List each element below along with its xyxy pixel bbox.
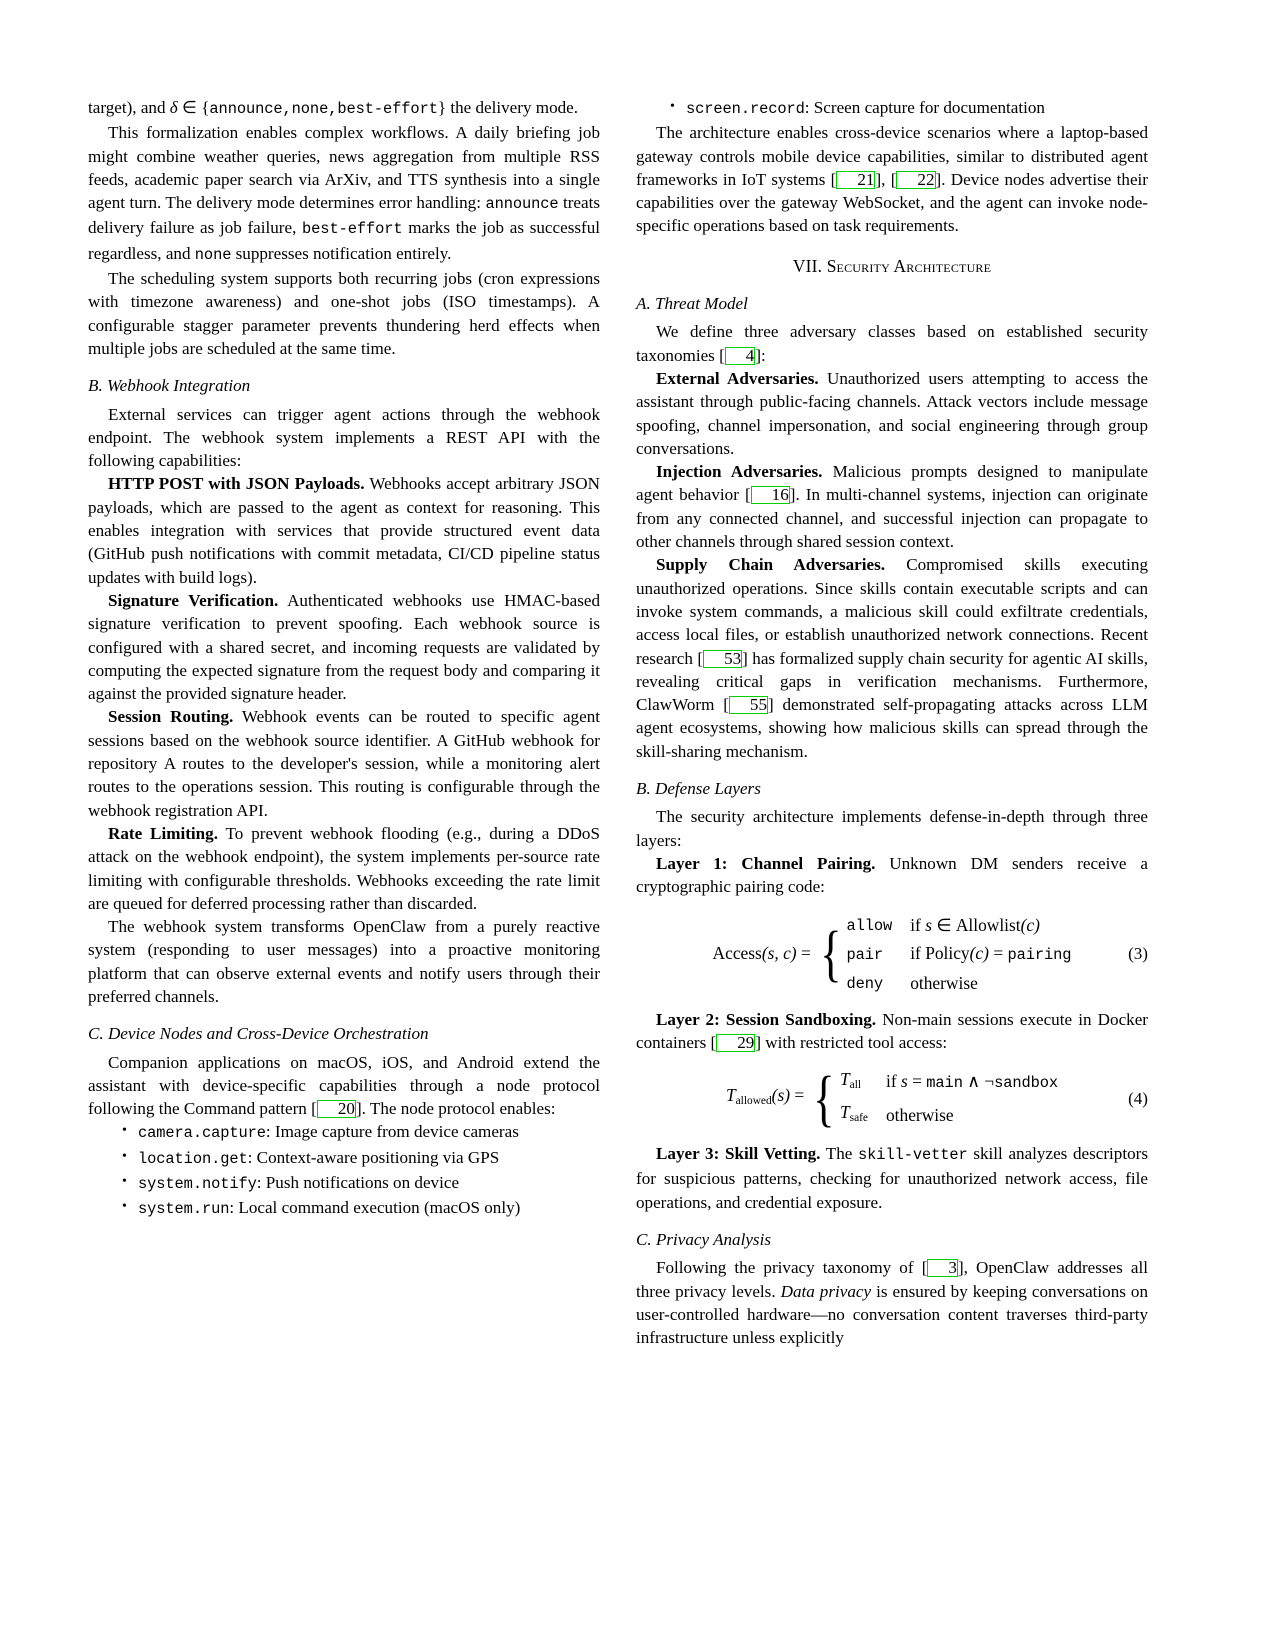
paragraph-architecture-cross-device: The architecture enables cross-device scenarios where a laptop-based gateway controls mobile device capabilities, similar to distributed agent frameworks in IoT systems [ 21], [ 22]. Device nodes advertise their capabilities over the gateway WebSocket, and the agent can invoke node-specific operations based on task requirements. xyxy=(636,123,1148,236)
paragraph-http-post xyxy=(88,472,600,588)
paragraph-session-routing xyxy=(88,705,600,821)
text-segment: We define three adversary classes based on established security taxonomies xyxy=(636,322,1148,365)
text-segment: : xyxy=(761,345,766,365)
code-none: none, xyxy=(291,100,338,118)
code-location-get: location.get xyxy=(138,1149,248,1168)
citation-link-4[interactable]: 4 xyxy=(725,347,756,365)
equation-content xyxy=(713,911,1072,998)
runin-heading: Rate Limiting. xyxy=(108,823,218,843)
text-segment: is ensured by keeping conversations on user-controlled hardware—no conversation content traverses third-party infrastructure unless explicitly xyxy=(636,1281,1149,1348)
list-item-description: : Push notifications on device xyxy=(256,1173,460,1193)
paragraph-supply-chain-adversaries: Supply Chain Adversaries. Compromised skills executing unauthorized operations. Since skills contain executable scripts and can invoke system commands, a malicious skill could exfiltrate credentials, access local files, or establish unauthorized network connections. Recent research [ 53] has formalized supply chain security for agentic AI skills, revealing critical gaps in verification mechanisms. Furthermore, ClawWorm [ 55] demonstrated self-propagating attacks across LLM agent ecosystems, showing how malicious skills can spread through the skill-sharing mechanism. xyxy=(636,555,1149,761)
paragraph-body: Unauthorized users attempting to access the assistant through public-facing channels. Attack vectors include message spoofing, channel impersonation, and social engineering through group conversations. xyxy=(636,368,1148,458)
list-item xyxy=(122,1120,600,1145)
variable-s: s xyxy=(900,1071,908,1092)
subscript-allowed: allowed xyxy=(735,1095,772,1108)
code-allow: allow xyxy=(846,916,893,935)
citation-link-55[interactable]: 55 xyxy=(729,696,768,714)
negation-symbol: ¬ xyxy=(984,1071,995,1092)
case-condition xyxy=(910,940,1071,969)
case-condition xyxy=(910,969,1071,998)
left-curly-brace: { xyxy=(819,919,842,988)
argument-c: (c) xyxy=(1020,914,1040,935)
text-segment: with restricted tool access: xyxy=(761,1032,948,1052)
paragraph-external-services: External services can trigger agent actions through the webhook endpoint. The webhook system implements a REST API with the following capabilities: xyxy=(88,404,600,471)
equals-sign: = xyxy=(993,942,1004,963)
case-row xyxy=(847,911,1072,940)
list-item xyxy=(670,96,1148,121)
code-camera-capture: camera.capture xyxy=(138,1124,266,1143)
equation-lhs xyxy=(726,1084,809,1113)
text-segment: . The node protocol enables: xyxy=(361,1099,556,1119)
runin-heading: Layer 2: Session Sandboxing. xyxy=(656,1009,877,1029)
symbol-T: T xyxy=(839,1102,850,1123)
text-segment: Non-main sessions execute in Docker containers xyxy=(636,1009,1148,1052)
runin-heading: HTTP POST with JSON Payloads. xyxy=(108,474,365,494)
paragraph-injection-adversaries: Injection Adversaries. Malicious prompts designed to manipulate agent behavior [ 16]. In multi-channel systems, injection can originate from any connected channel, and successful injection can propagate to other channels through shared session context. xyxy=(636,462,1148,552)
if-keyword: if xyxy=(910,914,926,935)
bracket-open: [ xyxy=(311,1099,317,1119)
function-policy: Policy xyxy=(925,942,970,963)
code-announce: announce, xyxy=(209,100,292,118)
equation-content xyxy=(726,1066,1058,1132)
case-condition xyxy=(910,911,1071,940)
paragraph-delivery-mode xyxy=(88,96,600,121)
cases-block xyxy=(840,1066,1058,1132)
case-value xyxy=(840,1099,886,1132)
italic-term-data-privacy: Data privacy xyxy=(780,1281,872,1301)
citation-link-20[interactable]: 20 xyxy=(317,1100,356,1118)
case-value xyxy=(847,940,911,969)
subsection-heading-defense-layers: B. Defense Layers xyxy=(636,779,761,799)
paragraph-body: Webhooks accept arbitrary JSON payloads, which are passed to the agent as context for reasoning. This enables integration with services that provide structured event data (GitHub push notifications with commit metadata, CI/CD pipeline status updates with build logs). xyxy=(88,474,600,587)
paragraph-body: Webhook events can be routed to specific agent sessions based on the webhook source identifier. A GitHub webhook for repository A routes to the developer's session, while a monitoring alert routes to the operations session. This routing is configurable through the webhook registration API. xyxy=(88,707,600,820)
brace-close: } xyxy=(437,98,447,117)
paragraph-scheduling: The scheduling system supports both recurring jobs (cron expressions with timezone awareness) and one-shot jobs (ISO timestamps). A configurable stagger parameter prevents thundering herd effects when multiple jobs are scheduled at the same time. xyxy=(88,269,600,358)
paragraph-privacy-taxonomy: Following the privacy taxonomy of [ 3], OpenClaw addresses all three privacy levels. Data privacy is ensured by keeping conversations on user-controlled hardware—no conversation content traverses third-party infrastructure unless explicitly xyxy=(636,1258,1149,1348)
code-system-run: system.run xyxy=(138,1200,230,1219)
case-condition xyxy=(886,1066,1058,1099)
paragraph-webhook-transforms: The webhook system transforms OpenClaw from a purely reactive system (responding to user messages) into a proactive monitoring platform that can observe external events and notify users through their preferred channels. xyxy=(88,917,600,1006)
code-pairing: pairing xyxy=(1007,945,1072,964)
subscript-all: all xyxy=(849,1079,862,1092)
symbol-T: T xyxy=(725,1085,736,1106)
code-skill-vetter: skill-vetter xyxy=(858,1146,968,1165)
text-segment: . In multi-channel systems, injection can originate from any connected channel, and successful injection can propagate to other channels through shared session context. xyxy=(636,485,1148,552)
runin-heading: Injection Adversaries. xyxy=(656,462,823,482)
variable-s: s xyxy=(925,914,932,935)
paragraph-body: To prevent webhook flooding (e.g., during a DDoS attack on the webhook endpoint), the system implements per-source rate limiting with configurable thresholds. Webhooks exceeding the rate limit are queued for deferred processing rather than discarded. xyxy=(88,823,600,913)
section-heading-security-architecture xyxy=(636,255,1148,278)
paragraph-companion-apps xyxy=(88,1051,600,1121)
text-segment: Compromised skills executing unauthorized operations. Since skills contain executable scripts and can invoke system commands, a malicious skill could exfiltrate credentials, access local files, or establish unauthorized network connections. Recent research xyxy=(636,555,1148,668)
text-segment: demonstrated self-propagating attacks across LLM agent ecosystems, showing how malicious skills can spread through the skill-sharing mechanism. xyxy=(636,695,1149,761)
paragraph-body: Authenticated webhooks use HMAC-based signature verification to prevent spoofing. Each webhook source is configured with a shared secret, and incoming requests are validated by computing the expected signature from the request body and comparing it against the provided signature header. xyxy=(88,590,600,704)
equals-sign: = xyxy=(912,1071,922,1092)
function-name-access: Access xyxy=(712,943,762,964)
runin-heading: Session Routing. xyxy=(108,707,234,727)
list-item xyxy=(122,1196,600,1221)
equation-3-access-function xyxy=(636,911,1148,998)
code-screen-record: screen.record xyxy=(686,100,805,118)
otherwise-keyword: otherwise xyxy=(910,972,978,993)
subsection-heading-threat-model: A. Threat Model xyxy=(636,294,748,314)
element-of-symbol: ∈ xyxy=(182,98,197,117)
symbol-T: T xyxy=(839,1069,850,1090)
otherwise-keyword: otherwise xyxy=(885,1105,954,1126)
code-system-notify: system.notify xyxy=(138,1175,257,1194)
paragraph-external-adversaries xyxy=(636,367,1148,460)
citation-link-29[interactable]: 29 xyxy=(716,1034,755,1052)
paragraph-defense-intro: The security architecture implements defense-in-depth through three layers: xyxy=(636,807,1148,850)
brace-open: { xyxy=(201,98,210,117)
code-deny: deny xyxy=(846,974,884,993)
equals-sign: = xyxy=(794,1085,805,1106)
text-segment: Malicious prompts designed to manipulate agent behavior xyxy=(636,462,1148,505)
text-segment: Companion applications on macOS, iOS, and Android extend the assistant with device-specific capabilities through a node protocol following the Command pattern xyxy=(88,1052,600,1119)
text-separator: , xyxy=(881,169,891,189)
runin-heading: Signature Verification. xyxy=(108,590,279,610)
list-item-description: : Screen capture for documentation xyxy=(804,98,1045,117)
case-value xyxy=(847,911,911,940)
text-segment: The architecture enables cross-device scenarios where a laptop-based gateway controls mobile device capabilities, similar to distributed agent frameworks in IoT systems xyxy=(636,123,1148,189)
function-arguments: (s, c) xyxy=(761,943,797,964)
text-segment: marks the job as successful regardless, and xyxy=(88,218,600,263)
case-condition xyxy=(886,1099,1058,1132)
equation-lhs xyxy=(713,942,816,965)
list-item xyxy=(122,1171,600,1196)
equation-4-allowed-tools xyxy=(636,1066,1148,1132)
paragraph-signature-verification xyxy=(88,589,600,705)
list-item xyxy=(122,1146,600,1171)
list-item-description: : Local command execution (macOS only) xyxy=(229,1198,521,1218)
text-prefix: target), and xyxy=(88,98,170,117)
text-segment: This formalization enables complex workflows. A daily briefing job might combine weather queries, news aggregation from multiple RSS feeds, academic paper search via ArXiv, and TTS synthesis into a single agent turn. The delivery mode determines error handling: xyxy=(88,123,600,213)
section-number: VII. xyxy=(792,255,823,276)
citation-link-53[interactable]: 53 xyxy=(703,650,742,668)
equation-number-3: (3) xyxy=(1128,944,1148,964)
citation-link-21[interactable]: 21 xyxy=(836,171,875,189)
two-column-body xyxy=(88,96,1188,1556)
paragraph-layer-2: Layer 2: Session Sandboxing. Non-main sessions execute in Docker containers [ 29] with restricted tool access: xyxy=(636,1009,1148,1052)
if-keyword: if xyxy=(885,1071,901,1092)
logical-and-symbol: ∧ xyxy=(967,1071,980,1092)
element-of-symbol: ∈ xyxy=(936,914,952,935)
paragraph-rate-limiting xyxy=(88,822,600,915)
text-suffix: the delivery mode. xyxy=(446,98,579,117)
runin-heading: External Adversaries. xyxy=(656,368,819,388)
argument-c: (c) xyxy=(969,942,989,963)
equals-sign: = xyxy=(800,943,811,964)
delta-symbol: δ xyxy=(169,98,178,117)
runin-heading: Layer 3: Skill Vetting. xyxy=(656,1144,821,1164)
paragraph-layer-3 xyxy=(636,1142,1148,1214)
list-item-description: : Context-aware positioning via GPS xyxy=(247,1147,500,1167)
paragraph-adversary-classes: We define three adversary classes based on established security taxonomies [ 4]: xyxy=(636,322,1148,365)
citation-link-22[interactable]: 22 xyxy=(896,171,935,189)
text-segment: Following the privacy taxonomy of xyxy=(656,1258,922,1278)
case-value xyxy=(840,1066,886,1099)
subsection-heading-privacy-analysis: C. Privacy Analysis xyxy=(636,1229,771,1249)
code-best-effort: best-effort xyxy=(337,100,438,118)
citation-link-16[interactable]: 16 xyxy=(751,486,790,504)
section-title: Security Architecture xyxy=(826,255,992,276)
equation-number-4: (4) xyxy=(1128,1089,1148,1109)
right-column xyxy=(636,96,1148,1556)
text-segment: The xyxy=(820,1144,859,1164)
if-keyword: if xyxy=(910,942,926,963)
paragraph-formalization xyxy=(88,121,600,267)
subscript-safe: safe xyxy=(849,1112,868,1125)
text-segment: treats delivery failure as job failure, xyxy=(88,193,600,238)
text-segment: suppresses notification entirely. xyxy=(231,243,452,263)
code-none: none xyxy=(194,245,232,264)
runin-heading: Layer 1: Channel Pairing. xyxy=(656,853,876,873)
case-row xyxy=(840,1066,1058,1099)
code-best-effort: best-effort xyxy=(302,220,403,239)
function-allowlist: Allowlist xyxy=(955,914,1021,935)
list-item-description: : Image capture from device cameras xyxy=(265,1122,519,1142)
subsection-heading-device-nodes: C. Device Nodes and Cross-Device Orchestration xyxy=(88,1024,429,1044)
left-column xyxy=(88,96,600,1556)
paragraph-layer-1 xyxy=(636,852,1148,899)
code-pair: pair xyxy=(846,945,884,964)
code-main: main xyxy=(926,1074,963,1093)
code-sandbox: sandbox xyxy=(994,1074,1059,1093)
case-row xyxy=(840,1099,1058,1132)
text-segment: , OpenClaw addresses all three privacy levels. xyxy=(636,1258,1148,1301)
device-node-capability-list-continued xyxy=(636,96,1148,121)
cases-block xyxy=(847,911,1072,998)
subsection-heading-webhook-integration: B. Webhook Integration xyxy=(88,376,251,396)
citation-link-3[interactable]: 3 xyxy=(927,1259,958,1277)
function-arguments: (s) xyxy=(771,1085,791,1106)
code-announce: announce xyxy=(485,195,559,214)
bracket-close: ] xyxy=(355,1099,362,1119)
case-row xyxy=(847,969,1072,998)
paragraph-body: Unknown DM senders receive a cryptographic pairing code: xyxy=(636,853,1148,897)
text-segment: skill analyzes descriptors for suspicious patterns, checking for unauthorized network access, file operations, and credential exposure. xyxy=(636,1144,1148,1212)
device-node-capability-list xyxy=(88,1120,600,1221)
case-row xyxy=(847,940,1072,969)
text-segment: . Device nodes advertise their capabilities over the gateway WebSocket, and the agent can invoke node-specific operations based on task requirements. xyxy=(636,169,1148,236)
left-curly-brace: { xyxy=(813,1064,835,1133)
case-value xyxy=(847,969,911,998)
text-segment: has formalized supply chain security for agentic AI skills, revealing critical gaps in verification mechanisms. Furthermore, ClawWorm xyxy=(636,648,1148,715)
runin-heading: Supply Chain Adversaries. xyxy=(656,555,886,575)
